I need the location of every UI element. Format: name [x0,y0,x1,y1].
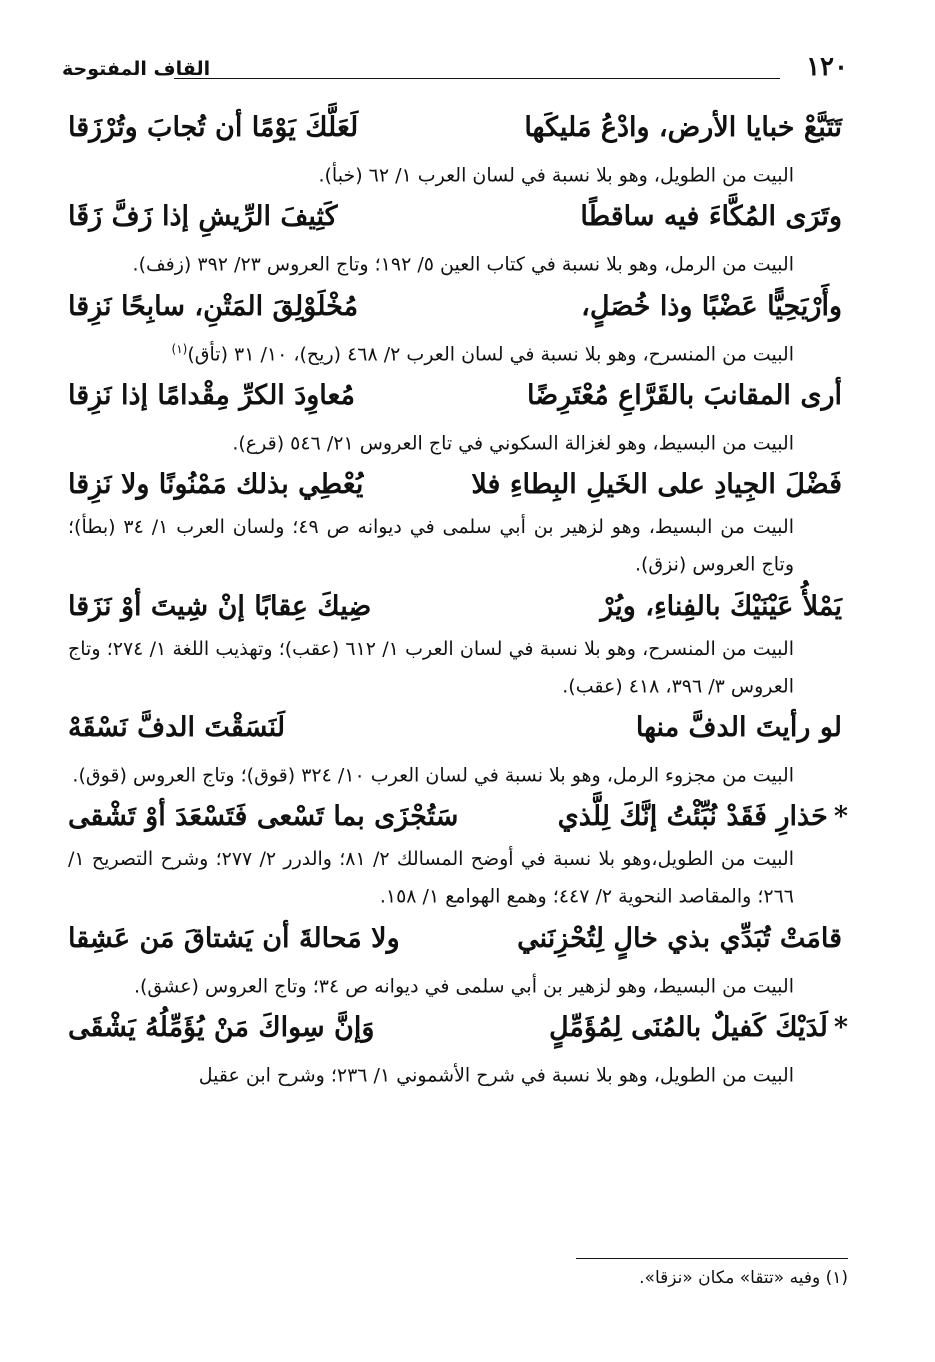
verse-entry [68,913,848,1002]
verse-line [68,913,848,965]
verse-note [68,1054,848,1091]
verse-line [68,581,848,633]
first-hemistich [517,913,848,965]
second-hemistich: ضِيكَ عِقابًا إنْ شِيتَ أوْ نَزَقا [68,590,372,622]
first-hemistich-text: وتَرَى المُكَّاءَ فيه ساقطًا [580,201,842,233]
verse-entry [68,370,848,459]
verse-entry [68,102,848,191]
verse-line [68,102,848,154]
first-hemistich-text: أرى المقانبَ بالقَرَّاعِ مُعْتَرِضًا [527,379,842,411]
star-marker: * [833,1011,848,1043]
verse-entry [68,581,848,702]
first-hemistich-text: حَذارِ فَقَدْ نُبِّئْتُ إنَّكَ لِلَّذي [557,801,828,833]
verse-note [68,154,848,191]
verse-note-text: البيت من الرمل، وهو بلا نسبة في كتاب العين ٥/ ١٩٢؛ وتاج العروس ٢٣/ ٣٩٢ (زفف). [132,253,794,276]
verse-entry [68,191,848,280]
second-hemistich: مُعاوِدَ الكرِّ مِقْدامًا إذا نَزِقا [68,379,355,411]
first-hemistich-text: فَضْلَ الجِيادِ على الخَيلِ البِطاءِ فلا [471,469,842,501]
second-hemistich: وَإنَّ سِواكَ مَنْ يُؤَمِّلُهُ يَشْقَى [68,1011,375,1043]
verse-entry [68,702,848,791]
first-hemistich-text: قامَتْ تُبَدِّي بذي خالٍ لِتُحْزِنَني [517,922,842,954]
verse-entry [68,281,848,370]
verse-line [68,702,848,754]
verse-note-text: البيت من البسيط، وهو لزهير بن أبي سلمى في ديوانه ص ٣٤؛ وتاج العروس (عشق). [133,974,794,997]
footnote: (١) وفيه «تتقا» مكان «نزقا». [639,1268,848,1288]
verse-note [68,422,848,459]
verse-line [68,281,848,333]
first-hemistich [580,191,848,243]
first-hemistich-text: لَدَيْكَ كَفيلٌ بالمُنَى لِمُؤَمِّلٍ [548,1011,828,1043]
verse-note [68,843,848,912]
verse-note-text: البيت من الطويل، وهو بلا نسبة في شرح الأشموني ١/ ٢٣٦؛ وشرح ابن عقيل [198,1064,794,1087]
verse-note-text: البيت من المنسرح، وهو بلا نسبة في لسان العرب ٢/ ٤٦٨ (ريح)، ١٠/ ٣١ (تأق) [187,342,794,365]
verse-list [68,102,848,1091]
first-hemistich-text: وأَرْيَحِيًّا عَضْبًا وذا خُصَلٍ، [581,290,842,322]
verse-line [68,791,848,843]
verse-note-text: البيت من مجزوء الرمل، وهو بلا نسبة في لسان العرب ١٠/ ٣٢٤ (قوق)؛ وتاج العروس (قوق). [72,764,794,787]
first-hemistich [527,370,848,422]
verse-entry [68,459,848,580]
verse-note-text: البيت من البسيط، وهو لغزالة السكوني في تاج العروس ٢١/ ٥٤٦ (قرع). [232,432,794,455]
verse-line [68,1002,848,1054]
footnote-rule [576,1258,848,1259]
verse-note [68,633,848,702]
verse-line [68,191,848,243]
first-hemistich [524,102,848,154]
verse-entry [68,1002,848,1091]
first-hemistich [471,459,848,511]
first-hemistich-text: يَمْلأُ عَيْنَيْكَ بالفِناءِ، ويُرْ [600,590,842,622]
verse-note-text: البيت من المنسرح، وهو بلا نسبة في لسان العرب ١/ ٦١٢ (عقب)؛ وتهذيب اللغة ١/ ٢٧٤؛ وتاج العروس ٣/ ٣٩٦، ٤١٨ (عقب). [68,637,794,697]
second-hemistich: كَثِيفَ الرِّيشِ إذا زَفَّ زَقَا [68,201,338,233]
verse-note-text: البيت من البسيط، وهو لزهير بن أبي سلمى في ديوانه ص ٤٩؛ ولسان العرب ١/ ٣٤ (بطأ)؛ وتاج العروس (نزق). [68,516,794,576]
second-hemistich: مُخْلَوْلِقَ المَتْنِ، سابِحًا نَزِقا [68,290,359,322]
first-hemistich [558,791,848,843]
page-number: ١٢٠ [806,52,848,82]
verse-note [68,243,848,280]
verse-line [68,459,848,511]
star-marker: * [833,801,848,833]
verse-entry [68,791,848,912]
second-hemistich: ولا مَحالةَ أن يَشتاقَ مَن عَشِقا [68,922,400,954]
header-rule [174,78,780,79]
first-hemistich [600,581,848,633]
second-hemistich: يُعْطِي بذلك مَمْنُونًا ولا نَزِقا [68,469,364,501]
verse-note [68,333,848,370]
first-hemistich [636,702,848,754]
first-hemistich-text: لو رأيتَ الدفَّ منها [635,711,842,743]
second-hemistich: لَعَلَّكَ يَوْمًا أن تُجابَ وتُرْزَقا [68,112,359,143]
verse-note [68,754,848,791]
verse-note-text: البيت من الطويل، وهو بلا نسبة في لسان العرب ١/ ٦٢ (خبأ). [318,164,794,187]
verse-line [68,370,848,422]
footnote-ref: (١) [171,341,188,356]
page-header [62,52,848,88]
verse-note-text: البيت من الطويل،وهو بلا نسبة في أوضح المسالك ٢/ ٨١؛ والدرر ٢/ ٢٧٧؛ وشرح التصريح ١/ ٢٦٦؛ والمقاصد النحوية ٢/ ٤٤٧؛ وهمع الهوامع ١/ ١٥٨. [68,848,794,908]
verse-note [68,511,848,580]
running-title: القاف المفتوحة [62,58,211,80]
verse-note [68,965,848,1002]
second-hemistich: لَنَسَقْتَ الدفَّ نَسْقَهْ [68,711,286,743]
first-hemistich [581,281,848,333]
second-hemistich: سَتُجْزَى بما تَسْعى فَتَسْعَدَ أوْ تَشْقى [68,801,459,833]
first-hemistich-text: تَتَبَّعْ خبايا الأرض، وادْعُ مَليكَها [524,112,842,143]
first-hemistich [549,1002,848,1054]
